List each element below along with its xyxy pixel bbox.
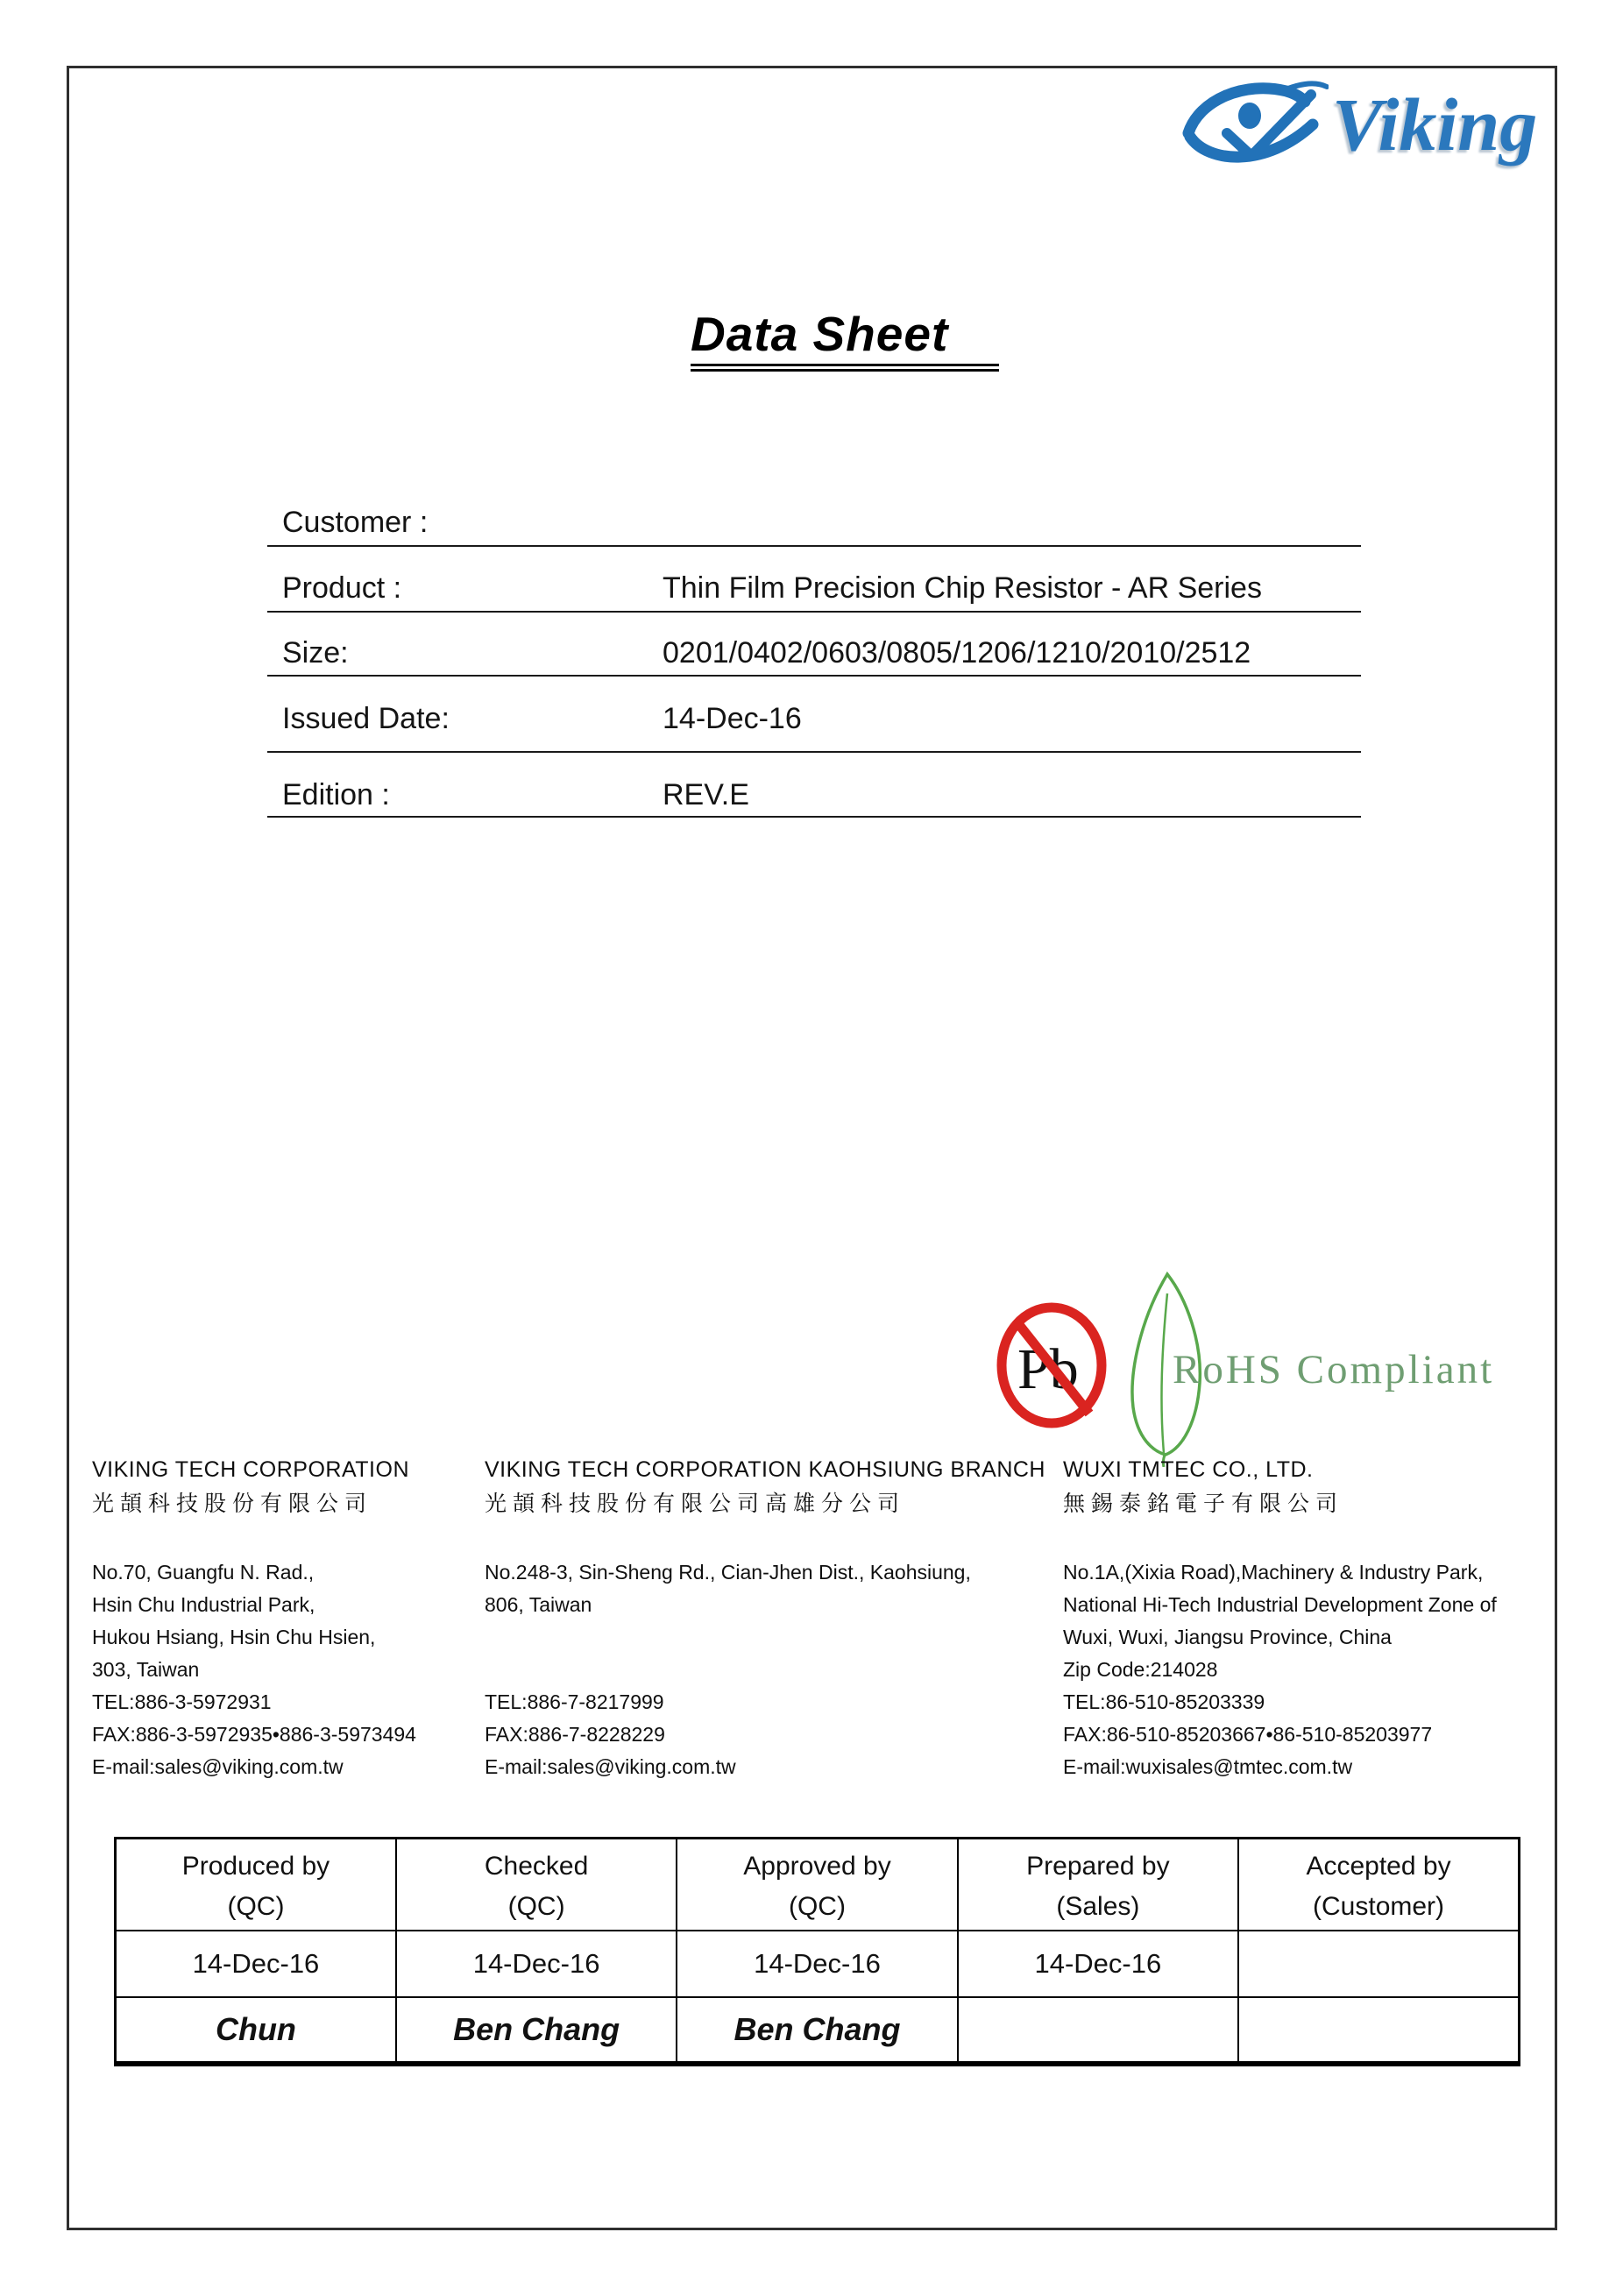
field-label-customer: Customer : (282, 506, 429, 539)
company-name-cn: 無錫泰銘電子有限公司 (1063, 1492, 1344, 1516)
company-name-cn: 光頡科技股份有限公司 (92, 1492, 373, 1516)
date-cell: 14-Dec-16 (958, 1931, 1238, 1997)
company-hq (92, 1456, 478, 1783)
fax-line: FAX:886-7-8228229 (485, 1723, 665, 1746)
address-line (485, 1654, 1050, 1686)
signature-cell: Ben Chang (677, 1997, 957, 2064)
signature-cell (958, 1997, 1238, 2064)
tel-line: TEL:86-510-85203339 (1063, 1690, 1265, 1713)
field-label-issued-date: Issued Date: (282, 702, 450, 735)
field-value-issued-date: 14-Dec-16 (663, 702, 802, 735)
table-header-row (116, 1839, 1520, 1931)
address-line: No.1A,(Xixia Road),Machinery & Industry Park, (1063, 1561, 1484, 1584)
viking-logo (1181, 79, 1537, 170)
tel-line: TEL:886-3-5972931 (92, 1690, 272, 1713)
date-cell (1238, 1931, 1519, 1997)
address-line: National Hi-Tech Industrial Development Zone of (1063, 1593, 1497, 1616)
address-line: 806, Taiwan (485, 1593, 592, 1616)
fax-line: FAX:886-3-5972935•886-3-5973494 (92, 1723, 416, 1746)
address-line: Wuxi, Wuxi, Jiangsu Province, China (1063, 1626, 1392, 1648)
field-underline (267, 675, 1361, 677)
email-line: E-mail:wuxisales@tmtec.com.tw (1063, 1755, 1353, 1778)
address-line: Hukou Hsiang, Hsin Chu Hsien, (92, 1626, 376, 1648)
signature-cell (1238, 1997, 1519, 2064)
field-underline (267, 611, 1361, 613)
date-cell: 14-Dec-16 (396, 1931, 677, 1997)
field-value-size: 0201/0402/0603/0805/1206/1210/2010/2512 (663, 636, 1251, 670)
document-title-block (691, 307, 999, 372)
company-kaohsiung-branch (485, 1456, 1050, 1783)
address-line: Hsin Chu Industrial Park, (92, 1593, 315, 1616)
pb-free-icon (994, 1300, 1109, 1430)
table-date-row (116, 1931, 1520, 1997)
brand-name: Viking (1332, 82, 1538, 167)
field-value-product: Thin Film Precision Chip Resistor - AR Series (663, 571, 1262, 605)
date-cell: 14-Dec-16 (116, 1931, 396, 1997)
address-line: No.248-3, Sin-Sheng Rd., Cian-Jhen Dist., Kaohsiung, (485, 1561, 971, 1584)
table-signature-row (116, 1997, 1520, 2064)
approval-table (114, 1837, 1520, 2066)
header-checked: Checked (QC) (396, 1839, 677, 1931)
tel-line: TEL:886-7-8217999 (485, 1690, 664, 1713)
signature-cell: Ben Chang (396, 1997, 677, 2064)
field-label-product: Product : (282, 571, 402, 605)
header-accepted-by: Accepted by (Customer) (1238, 1839, 1519, 1931)
company-name: VIKING TECH CORPORATION KAOHSIUNG BRANCH (485, 1457, 1045, 1482)
address-line: Zip Code:214028 (1063, 1658, 1218, 1681)
field-underline (267, 816, 1361, 818)
address-line: No.70, Guangfu N. Rad., (92, 1561, 315, 1584)
address-line (485, 1621, 1050, 1654)
field-underline (267, 751, 1361, 753)
email-line: E-mail:sales@viking.com.tw (485, 1755, 736, 1778)
header-prepared-by: Prepared by (Sales) (958, 1839, 1238, 1931)
company-name: VIKING TECH CORPORATION (92, 1457, 410, 1482)
fax-line: FAX:86-510-85203667•86-510-85203977 (1063, 1723, 1433, 1746)
field-label-edition: Edition : (282, 778, 390, 811)
company-wuxi (1063, 1456, 1554, 1783)
page-title: Data Sheet (691, 307, 949, 361)
viking-eye-icon (1181, 79, 1329, 170)
date-cell: 14-Dec-16 (677, 1931, 957, 1997)
company-name-cn: 光頡科技股份有限公司高雄分公司 (485, 1492, 906, 1516)
address-line: 303, Taiwan (92, 1658, 200, 1681)
field-value-edition: REV.E (663, 778, 749, 811)
header-produced-by: Produced by (QC) (116, 1839, 396, 1931)
field-label-size: Size: (282, 636, 349, 670)
field-underline (267, 545, 1361, 547)
email-line: E-mail:sales@viking.com.tw (92, 1755, 344, 1778)
rohs-compliant-label: RoHS Compliant (1173, 1347, 1495, 1392)
signature-cell: Chun (116, 1997, 396, 2064)
svg-text:Pb: Pb (1017, 1337, 1079, 1401)
header-approved-by: Approved by (QC) (677, 1839, 957, 1931)
company-name: WUXI TMTEC CO., LTD. (1063, 1457, 1314, 1482)
